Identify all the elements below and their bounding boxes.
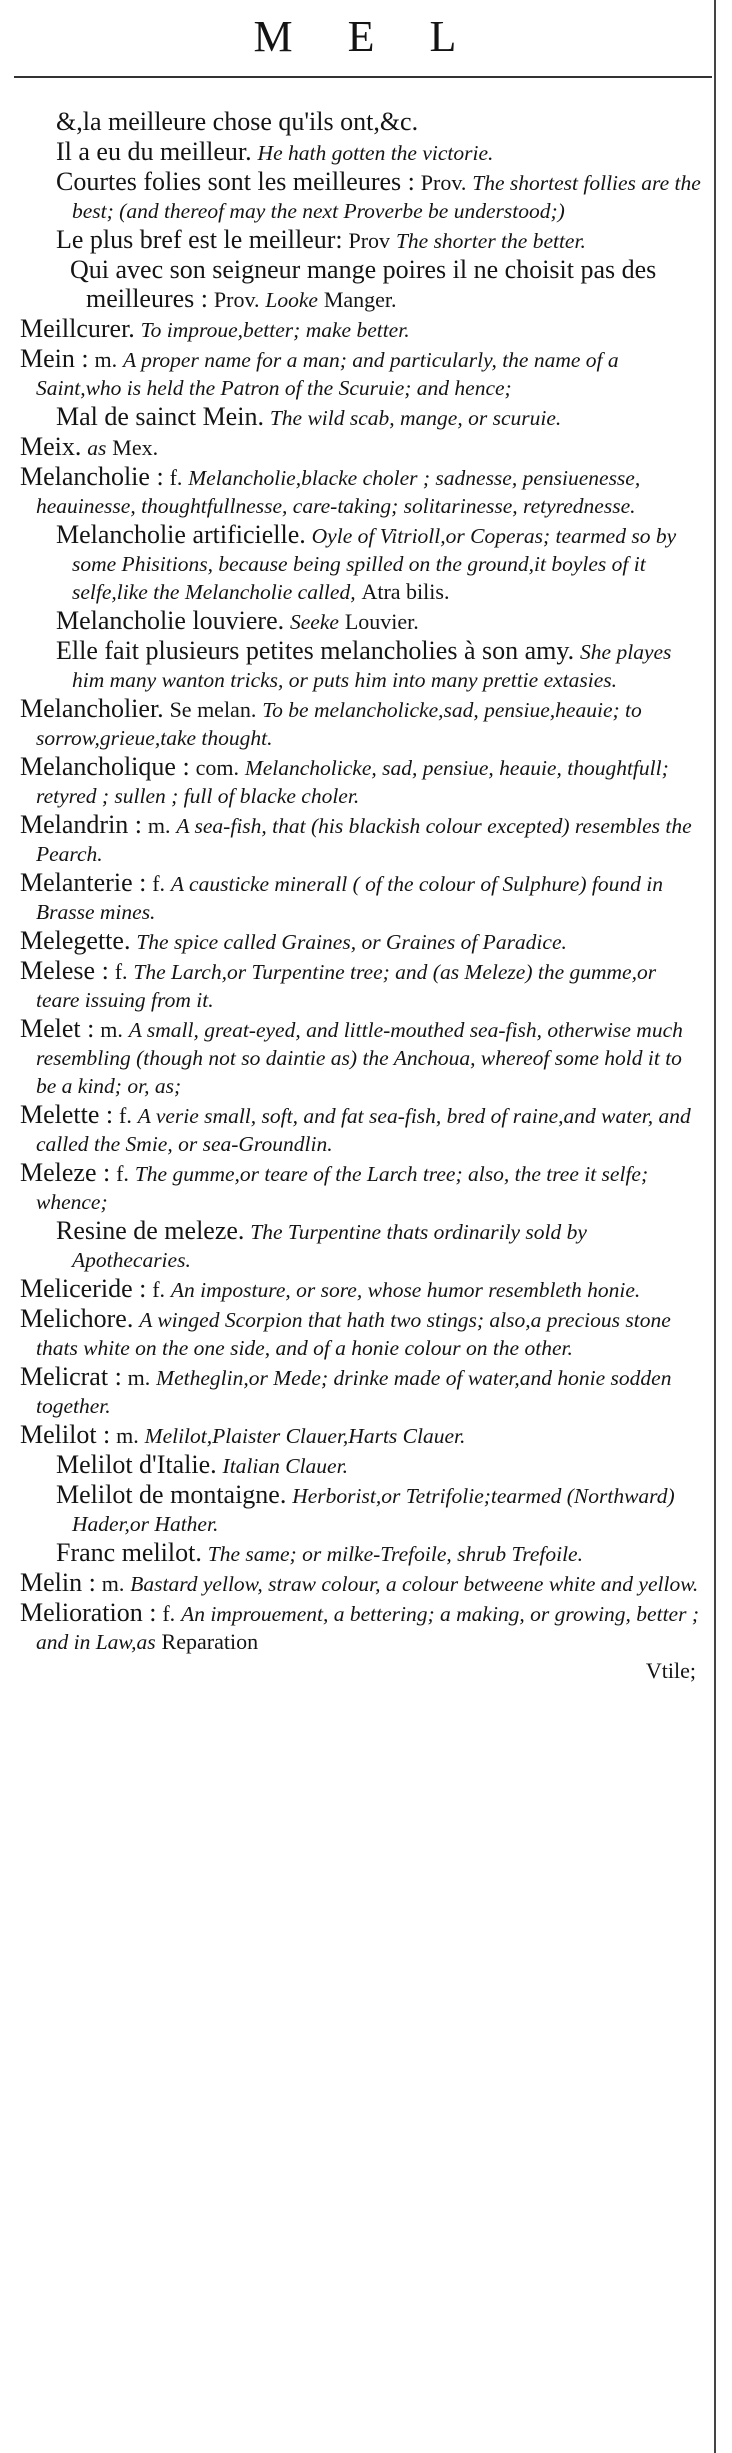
english-gloss: A sea-fish, that (his blackish colour excepted) resembles the Pearch. [36, 814, 692, 866]
headword: Meillcurer. [20, 314, 135, 343]
english-gloss: Bastard yellow, straw colour, a colour betweene white and yellow. [130, 1572, 699, 1596]
grammar-label: f. [116, 1161, 129, 1186]
dictionary-entry [56, 226, 704, 255]
english-gloss: He hath gotten the victorie. [257, 141, 494, 165]
dictionary-entry [56, 607, 704, 636]
dictionary-entry [20, 1275, 704, 1304]
english-gloss: To be melancholicke,sad, pensiue,heauie; to sorrow,grieue,take thought. [36, 698, 642, 750]
headword: Melilot de montaigne. [56, 1480, 287, 1509]
headword: Melegette. [20, 926, 131, 955]
dictionary-entry [20, 695, 704, 752]
grammar-label: m. [101, 1571, 125, 1596]
dictionary-entry [56, 168, 704, 225]
grammar-label: m. [94, 347, 118, 372]
grammar-label: f. [152, 871, 166, 896]
english-gloss: Melilot,Plaister Clauer,Harts Clauer. [144, 1424, 466, 1448]
english-gloss: The wild scab, mange, or scuruie. [269, 406, 562, 430]
english-gloss: The Turpentine thats ordinarily sold by Apothecaries. [72, 1220, 587, 1272]
dictionary-entry [56, 138, 704, 167]
grammar-label: f. [162, 1601, 176, 1626]
headword: Melilot : [20, 1420, 111, 1449]
headword: Resine de meleze. [56, 1216, 245, 1245]
headword: Melancholie : [20, 462, 164, 491]
grammar-label: Prov [348, 228, 391, 253]
dictionary-entry [20, 433, 704, 462]
dictionary-entry [20, 1363, 704, 1420]
headword: Mal de sainct Mein. [56, 402, 264, 431]
headword: Melancholie louviere. [56, 606, 285, 635]
english-gloss: Melancholie,blacke choler ; sadnesse, pensiuenesse, heauinesse, thoughtfullnesse, care-taking; solitarinesse, retyrednesse. [36, 466, 641, 518]
headword: Elle fait plusieurs petites melancholies à son amy. [56, 636, 575, 665]
english-gloss: Seeke [290, 610, 339, 634]
dictionary-entry [20, 753, 704, 810]
dictionary-entry [20, 315, 704, 344]
headword: Melilot d'Italie. [56, 1450, 217, 1479]
english-gloss: The shorter the better. [395, 229, 586, 253]
english-gloss: Italian Clauer. [222, 1454, 348, 1478]
english-gloss: A proper name for a man; and particularly, the name of a Saint,who is held the Patron of the Scuruie; and hence; [36, 348, 619, 400]
english-gloss: Melancholicke, sad, pensiue, heauie, thoughtfull; retyred ; sullen ; full of blacke choler. [36, 756, 669, 808]
english-gloss: The gumme,or teare of the Larch tree; also, the tree it selfe; whence; [36, 1162, 649, 1214]
entries-column [20, 108, 704, 1685]
dictionary-entry [20, 1569, 704, 1598]
page-header: M E L [253, 12, 479, 61]
dictionary-entry [56, 1481, 704, 1538]
dictionary-entry [56, 1539, 704, 1568]
headword: Courtes folies sont les meilleures : [56, 167, 415, 196]
grammar-label: Prov. [420, 170, 467, 195]
headword: Melancholique : [20, 752, 190, 781]
headword: Qui avec son seigneur mange poires il ne choisit pas des meilleures : [70, 255, 657, 313]
english-gloss: Oyle of Vitrioll,or Coperas; tearmed so by some Phisitions, because being spilled on the ground,it boyles of it selfe,like the Melancholie called, [72, 524, 677, 604]
dictionary-entry [20, 1599, 704, 1656]
headword: Melanterie : [20, 868, 147, 897]
dictionary-entry [56, 403, 704, 432]
grammar-label: com. [195, 755, 239, 780]
dictionary-entry [20, 463, 704, 520]
english-gloss: The spice called Graines, or Graines of Paradice. [136, 930, 567, 954]
headword: Meliceride : [20, 1274, 147, 1303]
headword: Melancholier. [20, 694, 164, 723]
dictionary-entry [20, 1015, 704, 1100]
english-gloss: The same; or milke-Trefoile, shrub Trefoile. [207, 1542, 583, 1566]
headword: Meleze : [20, 1158, 111, 1187]
english-gloss: She playes him many wanton tricks, or puts him into many prettie extasies. [72, 640, 672, 692]
dictionary-entry [20, 869, 704, 926]
grammar-label: Prov. [213, 287, 260, 312]
headword: Franc melilot. [56, 1538, 202, 1567]
right-margin-rule [714, 0, 716, 2453]
dictionary-entry [20, 957, 704, 1014]
english-gloss: The Larch,or Turpentine tree; and (as Meleze) the gumme,or teare issuing from it. [36, 960, 657, 1012]
headword: &,la meilleure chose qu'ils ont,&c. [56, 107, 419, 136]
english-gloss: as [87, 436, 107, 460]
headword: Melin : [20, 1568, 96, 1597]
headword: Le plus bref est le meilleur: [56, 225, 343, 254]
dictionary-entry [20, 345, 704, 402]
headword: Melandrin : [20, 810, 143, 839]
headword: Melet : [20, 1014, 95, 1043]
dictionary-entry [56, 1217, 704, 1274]
grammar-label: f. [152, 1277, 166, 1302]
header-rule [14, 76, 712, 78]
headword: Meix. [20, 432, 82, 461]
dictionary-entry [56, 521, 704, 606]
dictionary-entry [56, 108, 704, 137]
english-gloss: A small, great-eyed, and little-mouthed sea-fish, otherwise much resembling (though not so daintie as) the Anchoua, whereof some hold it to be a kind; or, as; [36, 1018, 683, 1098]
headword: Melicrat : [20, 1362, 122, 1391]
headword: Mein : [20, 344, 89, 373]
grammar-label: f. [114, 959, 128, 984]
dictionary-entry [56, 1451, 704, 1480]
grammar-label: m. [127, 1365, 151, 1390]
dictionary-entry [20, 927, 704, 956]
headword: Il a eu du meilleur. [56, 137, 252, 166]
english-gloss: Herborist,or Tetrifolie;tearmed (Northward) Hader,or Hather. [72, 1484, 675, 1536]
dictionary-entry [20, 1159, 704, 1216]
cross-reference: Mex. [112, 435, 159, 460]
english-gloss: The shortest follies are the best; (and thereof may the next Proverbe be understood;) [72, 171, 701, 223]
cross-reference: Manger. [323, 287, 397, 312]
headword: Melichore. [20, 1304, 134, 1333]
headword: Melese : [20, 956, 109, 985]
grammar-label: f. [119, 1103, 132, 1128]
grammar-label: m. [100, 1017, 123, 1042]
headword: Melancholie artificielle. [56, 520, 306, 549]
catchword: Vtile; [645, 1658, 696, 1683]
english-gloss: Metheglin,or Mede; drinke made of water,and honie sodden together. [36, 1366, 672, 1418]
cross-reference: Reparation [161, 1629, 259, 1654]
english-gloss: A verie small, soft, and fat sea-fish, bred of raine,and water, and called the Smie, or sea-Groundlin. [36, 1104, 691, 1156]
dictionary-entry [70, 256, 704, 314]
grammar-label: m. [116, 1423, 139, 1448]
english-gloss: An improuement, a bettering; a making, or growing, better ; and in Law,as [36, 1602, 699, 1654]
dictionary-entry [20, 1305, 704, 1362]
dictionary-entry [20, 811, 704, 868]
grammar-label: m. [147, 813, 171, 838]
grammar-label: f. [169, 465, 183, 490]
headword: Melioration : [20, 1598, 157, 1627]
english-gloss: Looke [265, 288, 318, 312]
english-gloss: To improue,better; make better. [140, 318, 410, 342]
dictionary-entry [20, 1101, 704, 1158]
grammar-label: Se melan. [169, 697, 257, 722]
headword: Melette : [20, 1100, 114, 1129]
english-gloss: A winged Scorpion that hath two stings; also,a precious stone thats white on the one side, and of a honie colour on the other. [36, 1308, 671, 1360]
dictionary-entry [20, 1421, 704, 1450]
dictionary-entry [56, 637, 704, 694]
cross-reference: Louvier. [344, 609, 419, 634]
english-gloss: An imposture, or sore, whose humor resembleth honie. [170, 1278, 641, 1302]
cross-reference: Atra bilis. [361, 579, 450, 604]
english-gloss: A causticke minerall ( of the colour of Sulphure) found in Brasse mines. [36, 872, 663, 924]
